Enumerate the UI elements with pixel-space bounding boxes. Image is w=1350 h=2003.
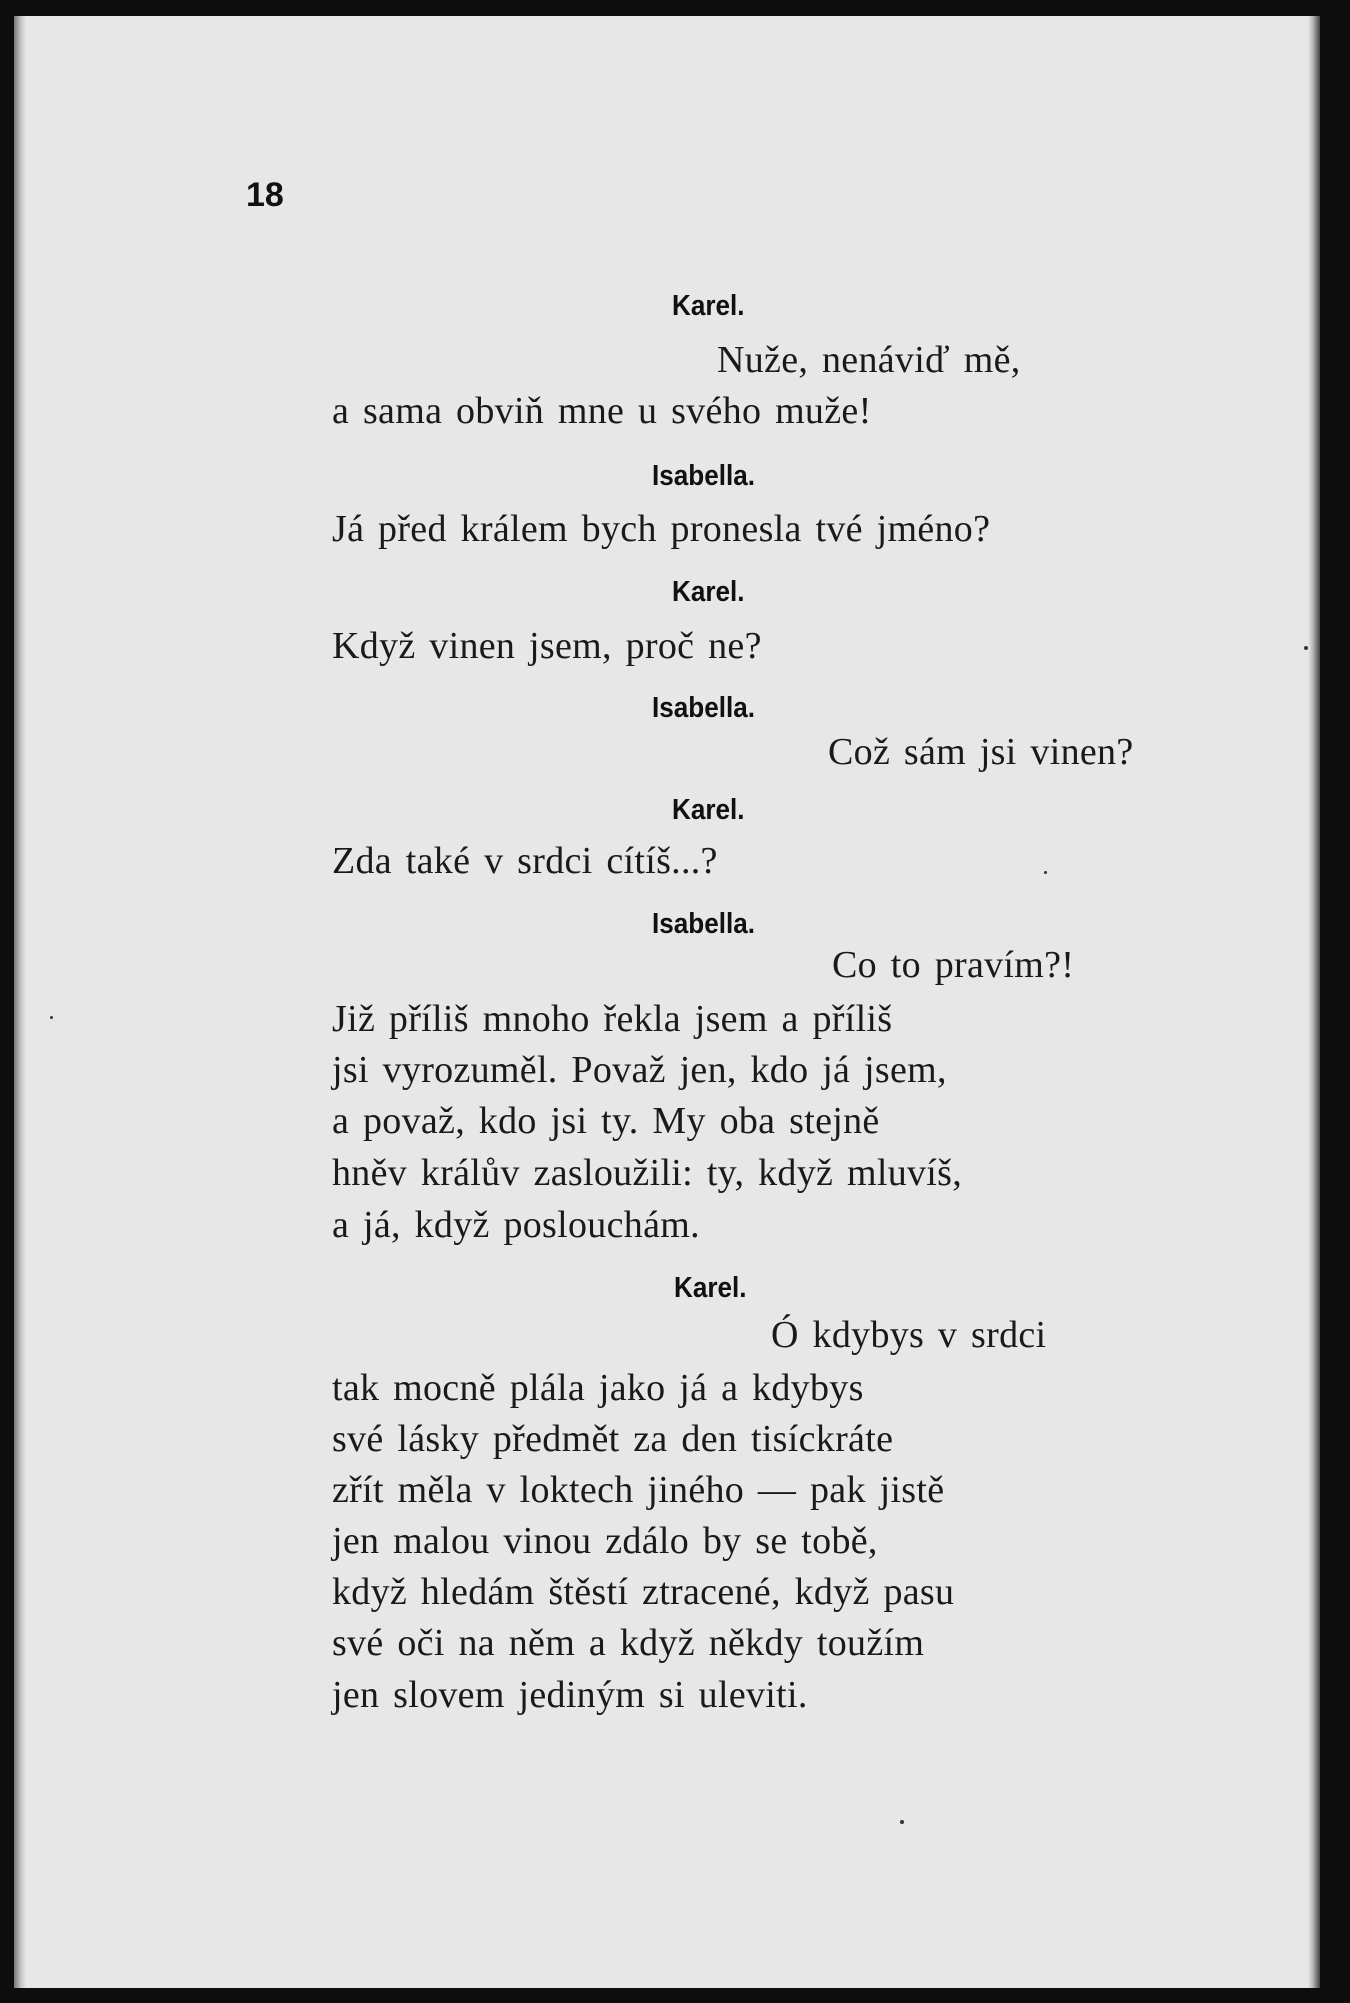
speaker-karel: Karel. — [672, 290, 745, 322]
verse-line: jen slovem jediným si uleviti. — [332, 1674, 808, 1716]
verse-line: Nuže, nenáviď mě, — [717, 339, 1021, 381]
verse-line: Již příliš mnoho řekla jsem a příliš — [332, 998, 893, 1040]
dust-speck — [900, 1820, 904, 1824]
verse-line: Ó kdybys v srdci — [771, 1314, 1047, 1356]
verse-line: Já před králem bych pronesla tvé jméno? — [332, 508, 991, 550]
speaker-karel: Karel. — [672, 794, 745, 826]
verse-line: Když vinen jsem, proč ne? — [332, 625, 762, 667]
dust-speck — [1304, 646, 1308, 650]
speaker-karel: Karel. — [674, 1272, 747, 1304]
speaker-isabella: Isabella. — [652, 460, 756, 492]
book-page — [14, 16, 1320, 1988]
verse-line: a považ, kdo jsi ty. My oba stejně — [332, 1100, 880, 1142]
verse-line: a sama obviň mne u svého muže! — [332, 390, 872, 432]
verse-line: jsi vyrozuměl. Považ jen, kdo já jsem, — [332, 1049, 947, 1091]
speaker-karel: Karel. — [672, 576, 745, 608]
verse-line: Co to pravím?! — [832, 944, 1075, 986]
verse-line: Zda také v srdci cítíš...? — [332, 840, 718, 882]
verse-line: a já, když poslouchám. — [332, 1204, 700, 1246]
page-number: 18 — [246, 176, 284, 214]
speaker-isabella: Isabella. — [652, 908, 756, 940]
verse-line: Což sám jsi vinen? — [828, 731, 1134, 773]
verse-line: své oči na něm a když někdy toužím — [332, 1622, 925, 1664]
speaker-isabella: Isabella. — [652, 692, 756, 724]
verse-line: své lásky předmět za den tisíckráte — [332, 1418, 894, 1460]
dust-speck — [1044, 871, 1047, 874]
verse-line: tak mocně plála jako já a kdybys — [332, 1367, 864, 1409]
page-right-edge — [1308, 16, 1320, 1988]
verse-line: zřít měla v loktech jiného — pak jistě — [332, 1469, 945, 1511]
verse-line: když hledám štěstí ztracené, když pasu — [332, 1571, 955, 1613]
verse-line: hněv králův zasloužili: ty, když mluvíš, — [332, 1152, 963, 1194]
verse-line: jen malou vinou zdálo by se tobě, — [332, 1520, 878, 1562]
dust-speck — [50, 1016, 53, 1019]
page-left-edge — [14, 16, 26, 1988]
